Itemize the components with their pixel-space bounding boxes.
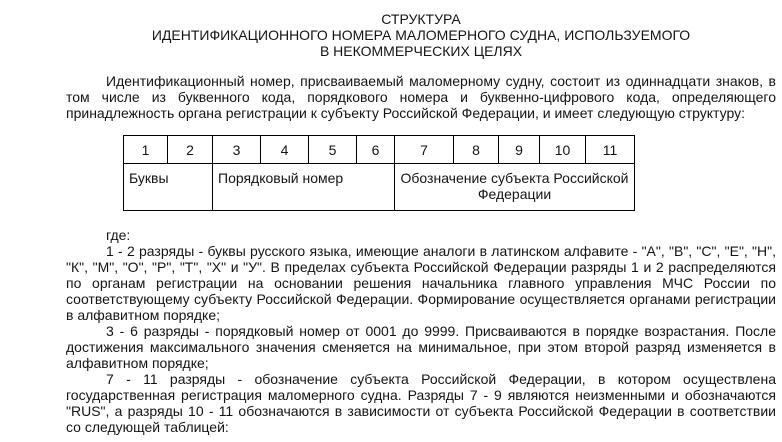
- group-label-row: [124, 164, 635, 211]
- title-line-2: ИДЕНТИФИКАЦИОННОГО НОМЕРА МАЛОМЕРНОГО СУДНА, ИСПОЛЬЗУЕМОГО: [151, 27, 691, 43]
- where-label: где:: [106, 227, 131, 243]
- position-cell-10: 10: [540, 136, 586, 164]
- position-cell-8: 8: [454, 136, 499, 164]
- group-cell-serial-number: Порядковый номер: [213, 164, 395, 211]
- position-cell-3: 3: [213, 136, 261, 164]
- title-line-1: СТРУКТУРА: [381, 11, 461, 27]
- position-cell-7: 7: [395, 136, 454, 164]
- document-title: [66, 11, 776, 59]
- position-cell-2: 2: [168, 136, 213, 164]
- position-cell-5: 5: [309, 136, 357, 164]
- position-cell-9: 9: [499, 136, 540, 164]
- group-cell-letters: Буквы: [124, 164, 213, 211]
- item-digits-3-6: 3 - 6 разряды - порядковый номер от 0001 до 9999. Присваиваются в порядке возрастания. После достижения максимального значения сменяется на минимальное, при этом второй разряд изменяется в алфавитном порядке;: [66, 323, 776, 371]
- position-cell-6: 6: [357, 136, 395, 164]
- title-line-3: В НЕКОММЕРЧЕСКИХ ЦЕЛЯХ: [319, 43, 523, 59]
- item-digits-1-2: 1 - 2 разряды - буквы русского языка, имеющие аналоги в латинском алфавите - "А", "В", "С", "Е", "Н", "К", "М", "О", "Р", "Т", "Х" и "У". В пределах субъекта Российской Федерации разряды 1 и 2 распределяются по органам регистрации на основании решения начальника главного управления МЧС России по соответствующему субъекту Российской Федерации. Формирование осуществляется органами регистрации в алфавитном порядке;: [66, 243, 776, 323]
- group-cell-subject-designation: Обозначение субъекта Российской Федерации: [395, 164, 635, 211]
- position-cell-11: 11: [586, 136, 635, 164]
- id-number-structure-table: [123, 135, 635, 211]
- position-cell-4: 4: [261, 136, 309, 164]
- position-number-row: [124, 136, 635, 164]
- item-digits-7-11: 7 - 11 разряды - обозначение субъекта Российской Федерации, в котором осуществлена государственная регистрация маломерного судна. Разряды 7 - 9 являются неизменными и обозначаются "RUS", а разряды 10 - 11 обозначаются в зависимости от субъекта Российской Федерации в соответствии со следующей таблицей:: [66, 371, 776, 435]
- position-cell-1: 1: [124, 136, 168, 164]
- intro-paragraph: Идентификационный номер, присваиваемый маломерному судну, состоит из одиннадцати знаков, в том числе из буквенного кода, порядкового номера и буквенно-цифрового кода, определяющего принадлежность органа регистрации к субъекту Российской Федерации, и имеет следующую структуру:: [66, 73, 776, 121]
